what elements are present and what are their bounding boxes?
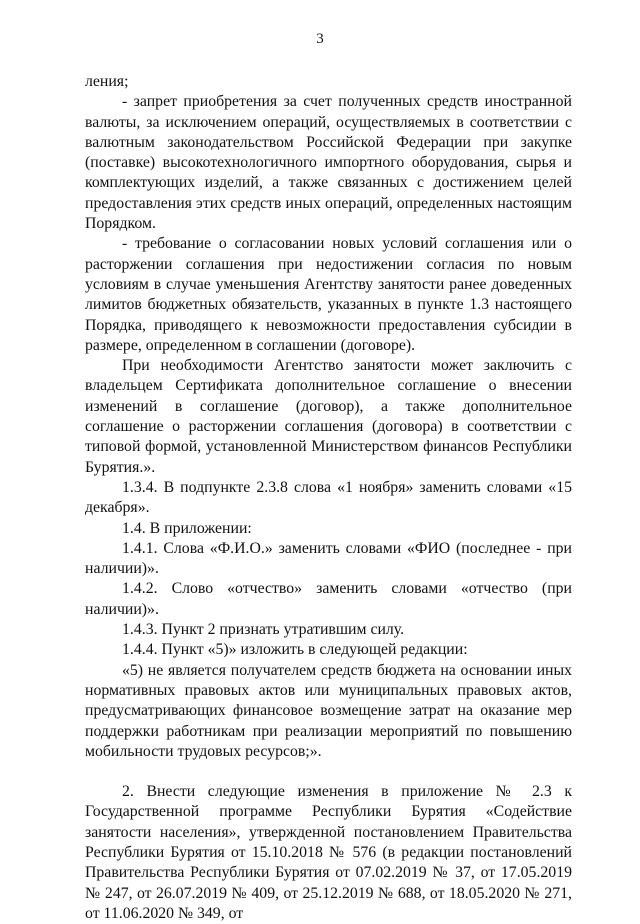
paragraph: - требование о согласовании новых условий соглашения или о расторжении соглашения при недостижении согласия по новым условиям в случае уменьшения Агентству занятости ранее доведенных лимитов бюджетных обязательств, указанных в пункте 1.3 настоящего Порядка, приводящего к невозможности предоставления субсидии в размере, определенном в соглашении (договоре).	[85, 235, 572, 354]
paragraph: 1.4.3. Пункт 2 признать утратившим силу.	[122, 621, 405, 639]
paragraph: При необходимости Агентство занятости может заключить с владельцем Сертификата дополнительное соглашение о внесении изменений в соглашение (договор), а также дополнительное соглашение о расторжении соглашения (договора) в соответствии с типовой формой, установленной Министерством финансов Республики Бурятия.».	[85, 357, 572, 476]
paragraph: 1.4.2. Слово «отчество» заменить словами «отчество (при наличии)».	[85, 580, 572, 618]
paragraph: 2. Внести следующие изменения в приложение № 2.3 к Государственной программе Республики Бурятия «Содействие занятости населения», утвержденной постановлением Правительства Республики Бурятия от 15.10.2018 № 576 (в редакции постановлений Правительства Республики Бурятия от 07.02.2019 № 37, от 17.05.2019 № 247, от 26.07.2019 № 409, от 25.12.2019 № 688, от 18.05.2020 № 271, от 11.06.2020 № 349, от	[85, 783, 572, 922]
body-text	[85, 72, 572, 924]
paragraph: 1.3.4. В подпункте 2.3.8 слова «1 ноября» заменить словами «15 декабря».	[85, 478, 572, 517]
paragraph: «5) не является получателем средств бюджета на основании иных нормативных правовых актов или муниципальных правовых актов, предусматривающих финансовое возмещение затрат на оказание мер поддержки работникам при реализации мероприятий по повышению мобильности трудовых ресурсов;».	[85, 661, 572, 760]
paragraph: 1.4. В приложении:	[122, 519, 252, 537]
page-number: 3	[316, 31, 324, 47]
paragraph: ления;	[85, 73, 129, 90]
paragraph: 1.4.4. Пункт «5)» изложить в следующей редакции:	[122, 641, 468, 659]
paragraph: - запрет приобретения за счет полученных средств иностранной валюты, за исключением операций, осуществляемых в соответствии с валютным законодательством Российской Федерации при закупке (поставке) высокотехнологичного импортного оборудования, сырья и комплектующих изделий, а также связанных с достижением целей предоставления этих средств иных операций, определенных настоящим Порядком.	[85, 93, 572, 233]
paragraph: 1.4.1. Слова «Ф.И.О.» заменить словами «ФИО (последнее - при наличии)».	[85, 539, 572, 578]
